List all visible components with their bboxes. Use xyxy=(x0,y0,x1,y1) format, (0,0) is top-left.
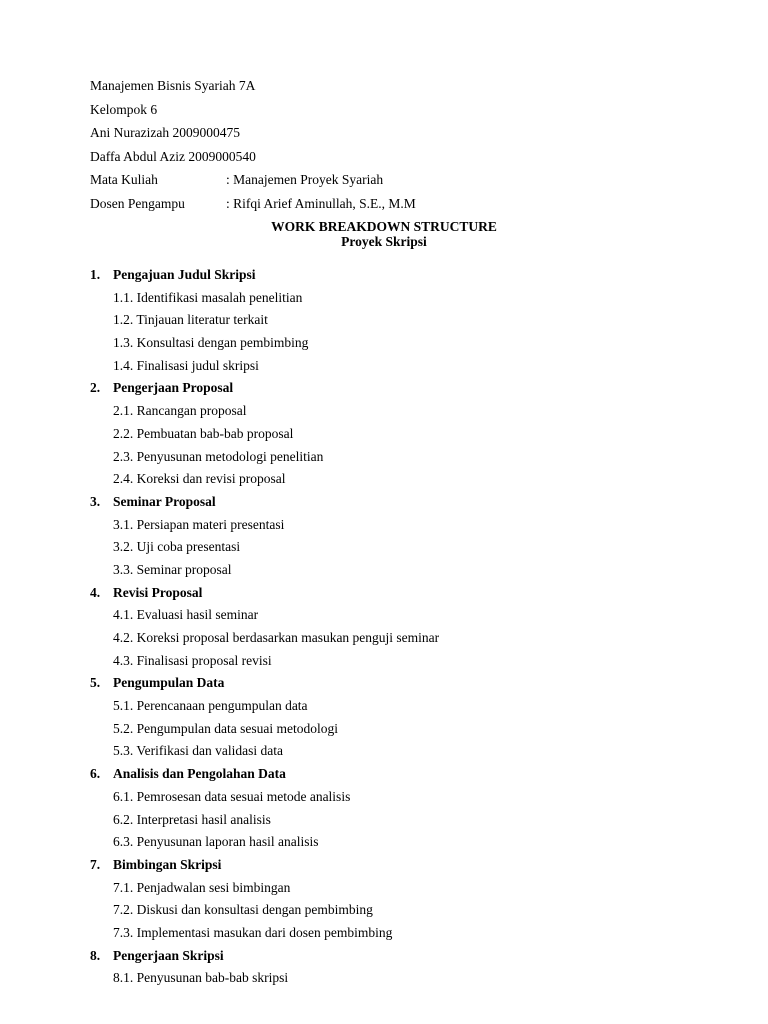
document-subtitle: Proyek Skripsi xyxy=(341,234,427,249)
section-number: 1. xyxy=(90,267,101,282)
section-title: Pengerjaan Skripsi xyxy=(113,947,224,963)
wbs-section-heading xyxy=(90,583,690,606)
lecturer-row xyxy=(90,194,690,218)
wbs-section-heading xyxy=(90,492,690,515)
wbs-subtask: 1.1. Identifikasi masalah penelitian xyxy=(113,289,303,305)
document-page xyxy=(90,76,690,991)
wbs-section-heading xyxy=(90,764,690,787)
group-line: Kelompok 6 xyxy=(90,101,158,117)
wbs-subtask: 7.1. Penjadwalan sesi bimbingan xyxy=(113,879,291,895)
section-number: 3. xyxy=(90,493,101,509)
section-title: Bimbingan Skripsi xyxy=(113,856,222,872)
wbs-section-heading xyxy=(90,378,690,401)
wbs-subtask: 8.1. Penyusunan bab-bab skripsi xyxy=(113,970,289,986)
wbs-subtask: 2.4. Koreksi dan revisi proposal xyxy=(113,471,286,487)
section-title: Analisis dan Pengolahan Data xyxy=(113,766,286,782)
wbs-subtask: 6.2. Interpretasi hasil analisis xyxy=(113,811,271,827)
member-line: Ani Nurazizah 2009000475 xyxy=(90,125,240,140)
section-number: 8. xyxy=(90,947,101,963)
wbs-subtask: 1.3. Konsultasi dengan pembimbing xyxy=(113,335,309,351)
section-title: Pengerjaan Proposal xyxy=(113,380,234,396)
section-number: 5. xyxy=(90,675,101,691)
wbs-section-heading xyxy=(90,946,690,969)
course-value: : Manajemen Proyek Syariah xyxy=(226,172,384,187)
wbs-subtask: 2.1. Rancangan proposal xyxy=(113,403,247,419)
course-class-line: Manajemen Bisnis Syariah 7A xyxy=(90,78,256,93)
wbs-subtask: 6.1. Pemrosesan data sesuai metode analisis xyxy=(113,788,351,804)
wbs-subtask: 5.2. Pengumpulan data sesuai metodologi xyxy=(113,720,338,736)
wbs-section-heading xyxy=(90,855,690,878)
lecturer-value: : Rifqi Arief Aminullah, S.E., M.M xyxy=(226,195,416,211)
wbs-subtask: 4.3. Finalisasi proposal revisi xyxy=(113,652,272,668)
lecturer-label: Dosen Pengampu xyxy=(90,195,185,211)
member-line: Daffa Abdul Aziz 2009000540 xyxy=(90,148,256,164)
section-number: 7. xyxy=(90,856,101,872)
wbs-subtask: 2.3. Penyusunan metodologi penelitian xyxy=(113,448,324,464)
wbs-subtask: 2.2. Pembuatan bab-bab proposal xyxy=(113,425,294,441)
wbs-subtask: 3.2. Uji coba presentasi xyxy=(113,539,241,555)
wbs-section-heading xyxy=(90,673,690,696)
wbs-subtask: 3.1. Persiapan materi presentasi xyxy=(113,516,285,532)
section-number: 6. xyxy=(90,766,101,782)
section-number: 2. xyxy=(90,380,101,396)
wbs-subtask: 7.2. Diskusi dan konsultasi dengan pembimbing xyxy=(113,902,373,918)
section-number: 4. xyxy=(90,584,101,600)
wbs-subtask: 1.4. Finalisasi judul skripsi xyxy=(113,357,259,373)
wbs-subtask: 4.2. Koreksi proposal berdasarkan masukan penguji seminar xyxy=(113,630,440,645)
section-title: Pengajuan Judul Skripsi xyxy=(113,267,256,282)
course-row xyxy=(90,170,690,194)
wbs-subtask: 7.3. Implementasi masukan dari dosen pembimbing xyxy=(113,924,393,940)
section-title: Pengumpulan Data xyxy=(113,675,225,691)
wbs-subtask: 5.1. Perencanaan pengumpulan data xyxy=(113,698,308,714)
course-label: Mata Kuliah xyxy=(90,172,158,187)
wbs-subtask: 3.3. Seminar proposal xyxy=(113,561,232,577)
section-title: Seminar Proposal xyxy=(113,493,216,509)
wbs-subtask: 5.3. Verifikasi dan validasi data xyxy=(113,743,283,759)
wbs-subtask: 1.2. Tinjauan literatur terkait xyxy=(113,312,268,328)
wbs-subtask: 4.1. Evaluasi hasil seminar xyxy=(113,607,259,623)
document-title: WORK BREAKDOWN STRUCTURE xyxy=(271,219,497,234)
wbs-subtask: 6.3. Penyusunan laporan hasil analisis xyxy=(113,834,319,850)
section-title: Revisi Proposal xyxy=(113,584,203,600)
wbs-section-heading xyxy=(90,265,690,288)
wbs-list xyxy=(90,265,690,991)
